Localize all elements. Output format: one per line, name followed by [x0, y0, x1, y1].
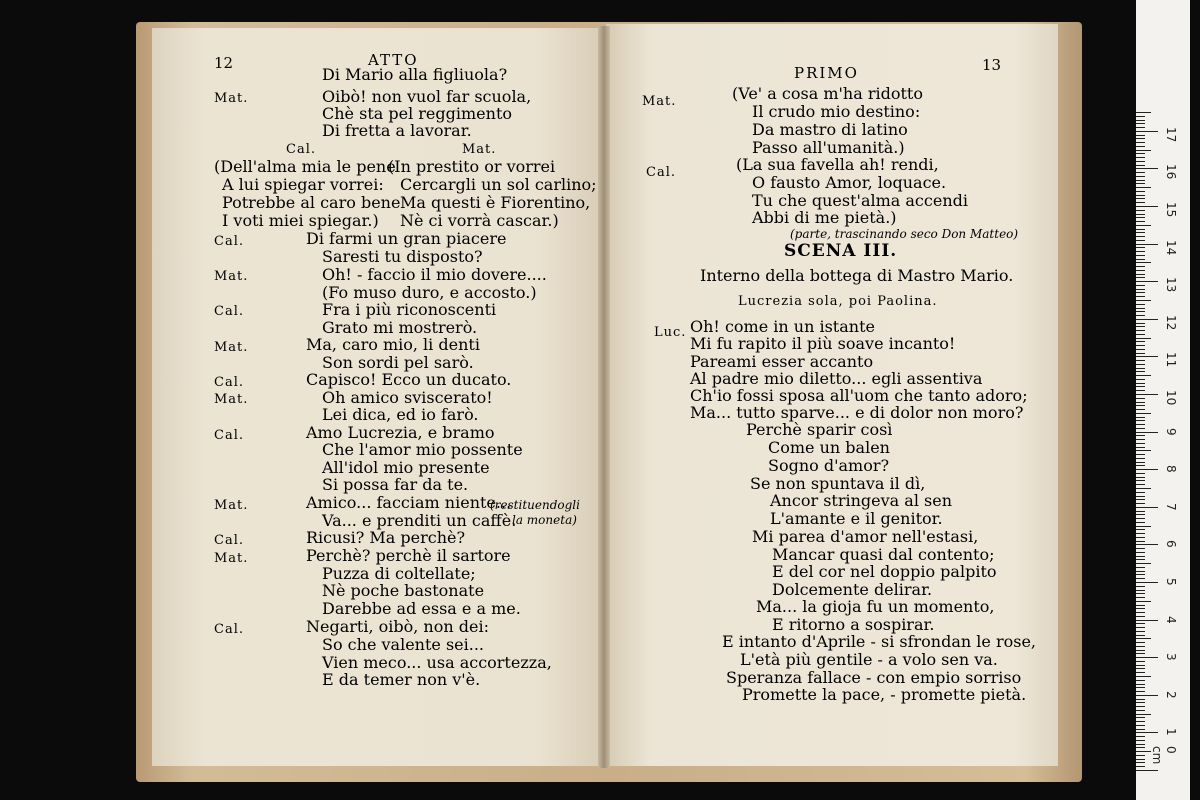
ruler-label: 12 — [1164, 314, 1178, 331]
ruler-tick — [1136, 172, 1145, 173]
speaker-name: Mat. — [214, 340, 249, 355]
ruler-tick — [1136, 150, 1151, 151]
ruler-tick — [1136, 138, 1145, 139]
ruler-tick — [1136, 635, 1145, 636]
ruler-label: 16 — [1164, 164, 1178, 180]
ruler-tick — [1136, 353, 1145, 354]
ruler-label: 8 — [1164, 465, 1178, 473]
left-page-number: 12 — [214, 54, 234, 72]
ruler-tick — [1136, 593, 1145, 594]
ruler-tick — [1136, 319, 1158, 320]
speaker-name: Mat. — [214, 392, 249, 407]
ruler-tick — [1136, 454, 1145, 455]
verse-line: All'idol mio presente — [322, 458, 490, 477]
ruler-tick — [1136, 567, 1145, 568]
ruler-label: 7 — [1164, 502, 1178, 511]
verse-line: Pareami esser accanto — [690, 352, 874, 371]
speaker-name: Mat. — [214, 551, 249, 566]
ruler-tick — [1136, 146, 1145, 147]
verse-line: Oh! - faccio il mio dovere.... — [322, 265, 547, 284]
ruler-tick — [1136, 375, 1151, 376]
verse-line: Di Mario alla figliuola? — [322, 65, 508, 84]
ruler-tick — [1136, 330, 1145, 331]
ruler-tick — [1136, 198, 1145, 199]
ruler-tick — [1136, 650, 1145, 651]
ruler-tick — [1136, 691, 1145, 692]
ruler-tick — [1136, 507, 1158, 508]
ruler-tick — [1136, 432, 1158, 433]
ruler-tick — [1136, 383, 1145, 384]
ruler-tick — [1136, 345, 1145, 346]
verse-line: Ch'io fossi sposa all'uom che tanto adoro; — [690, 386, 1028, 405]
ruler-label: 13 — [1164, 277, 1178, 293]
ruler-tick — [1136, 552, 1145, 553]
ruler-tick — [1136, 232, 1145, 233]
verse-line: Amo Lucrezia, e bramo — [306, 423, 495, 442]
ruler-tick — [1136, 274, 1145, 275]
speaker-name: Mat. — [214, 269, 249, 284]
ruler-tick — [1136, 458, 1145, 459]
speaker-name: Mat. — [642, 94, 677, 109]
ruler-tick — [1136, 747, 1145, 748]
ruler-label: 17 — [1164, 126, 1178, 143]
ruler-tick — [1136, 398, 1145, 399]
ruler-tick — [1136, 262, 1151, 263]
ruler-tick — [1136, 180, 1145, 181]
ruler-tick — [1136, 386, 1145, 387]
ruler-tick — [1136, 244, 1158, 245]
ruler-tick — [1136, 135, 1145, 136]
ruler-label: 14 — [1164, 239, 1178, 255]
ruler-label: 6 — [1164, 540, 1178, 549]
ruler-tick — [1136, 356, 1158, 357]
ruler-tick — [1136, 687, 1145, 688]
ruler-tick — [1136, 206, 1158, 207]
ruler-tick — [1136, 732, 1158, 733]
verse-line: Mi fu rapito il più soave incanto! — [690, 334, 956, 353]
ruler-tick — [1136, 360, 1145, 361]
ruler-label: 2 — [1164, 690, 1178, 699]
verse-line: Ma, caro mio, li denti — [306, 335, 480, 354]
ruler-tick — [1136, 405, 1145, 406]
ruler-tick — [1136, 706, 1145, 707]
ruler-tick — [1136, 289, 1145, 290]
ruler-tick — [1136, 721, 1145, 722]
ruler-tick — [1136, 744, 1145, 745]
ruler-tick — [1136, 424, 1145, 425]
verse-line: Lei dica, ed io farò. — [322, 405, 479, 424]
ruler-label: 1 — [1164, 728, 1178, 737]
ruler-tick — [1136, 183, 1145, 184]
ruler-tick — [1136, 751, 1151, 752]
ruler-tick — [1136, 601, 1151, 602]
ruler-tick — [1136, 684, 1145, 685]
stage-direction: la moneta) — [512, 513, 577, 527]
verse-line: Promette la pace, - promette pietà. — [742, 685, 1027, 704]
ruler-tick — [1136, 499, 1145, 500]
ruler-tick — [1136, 112, 1151, 113]
ruler-tick — [1136, 605, 1145, 606]
ruler-tick — [1136, 544, 1158, 545]
verse-line: Tu che quest'alma accendi — [752, 191, 968, 210]
ruler-label: 15 — [1164, 202, 1178, 218]
left-running-head: ATTO — [368, 51, 419, 69]
verse-line: Ma... la gioja fu un momento, — [756, 597, 995, 616]
verse-line: Saresti tu disposto? — [322, 247, 483, 266]
ruler-tick — [1136, 518, 1145, 519]
ruler-tick — [1136, 586, 1145, 587]
ruler-tick — [1136, 292, 1145, 293]
ruler-tick — [1136, 627, 1145, 628]
verse-line: Puzza di coltellate; — [322, 564, 476, 583]
ruler-tick — [1136, 214, 1145, 215]
ruler-tick — [1136, 695, 1158, 696]
verse-line: L'età più gentile - a volo sen va. — [740, 650, 998, 669]
ruler-tick — [1136, 676, 1151, 677]
ruler-tick — [1136, 251, 1145, 252]
ruler-tick — [1136, 729, 1145, 730]
ruler-tick — [1136, 296, 1145, 297]
ruler-tick — [1136, 225, 1151, 226]
right-running-head: PRIMO — [794, 64, 859, 82]
ruler-tick — [1136, 511, 1145, 512]
verse-line: Nè poche bastonate — [322, 581, 485, 600]
ruler-tick — [1136, 623, 1145, 624]
ruler-tick — [1136, 221, 1145, 222]
ruler-tick — [1136, 131, 1158, 132]
verse-line: Va... e prenditi un caffè. — [322, 511, 517, 530]
verse-line: Son sordi pel sarò. — [322, 353, 474, 372]
ruler-tick — [1136, 236, 1145, 237]
ruler-tick — [1136, 503, 1145, 504]
verse-line: Capisco! Ecco un ducato. — [306, 370, 512, 389]
ruler-tick — [1136, 217, 1145, 218]
speaker-name: Cal. — [214, 375, 244, 390]
ruler-tick — [1136, 522, 1145, 523]
ruler-tick — [1136, 653, 1145, 654]
ruler-tick — [1136, 120, 1145, 121]
ruler-tick — [1136, 240, 1145, 241]
ruler-tick — [1136, 465, 1145, 466]
ruler-tick — [1136, 450, 1151, 451]
verse-line: Al padre mio diletto... egli assentiva — [690, 369, 983, 388]
ruler-tick — [1136, 270, 1145, 271]
verse-line: Ma... tutto sparve... e di dolor non moro? — [690, 403, 1024, 422]
speaker-name: Cal. — [214, 304, 244, 319]
ruler-tick — [1136, 168, 1158, 169]
verse-line: I voti miei spiegar.) — [222, 211, 379, 230]
ruler-tick — [1136, 195, 1145, 196]
verse-line: Speranza fallace - con empio sorriso — [726, 668, 1022, 687]
ruler-tick — [1136, 668, 1145, 669]
ruler-tick — [1136, 477, 1145, 478]
ruler-tick — [1136, 210, 1145, 211]
speaker-name: Cal. — [214, 234, 244, 249]
ruler-tick — [1136, 300, 1151, 301]
ruler-tick — [1136, 338, 1151, 339]
ruler-tick — [1136, 766, 1145, 767]
ruler-tick — [1136, 161, 1145, 162]
ruler-tick — [1136, 142, 1145, 143]
ruler-tick — [1136, 116, 1145, 117]
verse-line: Che l'amor mio possente — [322, 440, 523, 459]
speaker-name: Mat. — [214, 91, 249, 106]
ruler-tick — [1136, 420, 1145, 421]
verse-line: Perchè? perchè il sartore — [306, 546, 511, 565]
ruler-tick — [1136, 285, 1145, 286]
ruler-tick — [1136, 526, 1151, 527]
ruler-label: 9 — [1164, 427, 1178, 436]
ruler-tick — [1136, 620, 1158, 621]
ruler-tick — [1136, 428, 1145, 429]
verse-line: Come un balen — [768, 438, 890, 457]
ruler-tick — [1136, 247, 1145, 248]
ruler-tick — [1136, 165, 1145, 166]
ruler-tick — [1136, 277, 1145, 278]
ruler-tick — [1136, 443, 1145, 444]
ruler-tick — [1136, 740, 1145, 741]
ruler-tick — [1136, 255, 1145, 256]
verse-line: Oh! come in un istante — [690, 317, 875, 336]
ruler-tick — [1136, 127, 1145, 128]
speaker-name: Cal. — [214, 533, 244, 548]
ruler-label: 10 — [1164, 390, 1178, 406]
verse-line: Negarti, oibò, non dei: — [306, 617, 489, 636]
ruler-tick — [1136, 409, 1145, 410]
right-page-number: 13 — [982, 56, 1002, 74]
ruler-tick — [1136, 762, 1145, 763]
ruler-tick — [1136, 680, 1145, 681]
ruler-tick — [1136, 153, 1145, 154]
ruler-tick — [1136, 266, 1145, 267]
speaker-name: Mat. — [214, 498, 249, 513]
ruler-tick — [1136, 571, 1145, 572]
ruler-tick — [1136, 574, 1145, 575]
ruler-tick — [1136, 176, 1145, 177]
verse-line: (Ve' a cosa m'ha ridotto — [732, 84, 923, 103]
verse-line: Ma questi è Fiorentino, — [400, 193, 591, 212]
ruler-tick — [1136, 371, 1145, 372]
verse-line: Ricusi? Ma perchè? — [306, 528, 466, 547]
ruler-tick — [1136, 315, 1145, 316]
ruler-tick — [1136, 770, 1158, 771]
ruler-tick — [1136, 259, 1145, 260]
ruler-tick — [1136, 157, 1145, 158]
verse-line: (La sua favella ah! rendi, — [736, 155, 939, 174]
stage-direction: (restituendogli — [490, 498, 580, 512]
ruler-tick — [1136, 488, 1151, 489]
ruler-tick — [1136, 390, 1145, 391]
ruler-label: 5 — [1164, 578, 1178, 586]
verse-line: E intanto d'Aprile - si sfrondan le rose, — [722, 632, 1036, 651]
ruler-tick — [1136, 202, 1145, 203]
ruler-tick — [1136, 657, 1158, 658]
ruler-tick — [1136, 191, 1145, 192]
ruler-tick — [1136, 578, 1145, 579]
speaker-name: Lucrezia sola, poi Paolina. — [738, 294, 938, 309]
ruler-tick — [1136, 514, 1145, 515]
ruler-tick — [1136, 364, 1145, 365]
ruler-tick — [1136, 559, 1145, 560]
ruler-tick — [1136, 341, 1145, 342]
ruler-tick — [1136, 435, 1145, 436]
verse-line: Nè ci vorrà cascar.) — [400, 211, 559, 230]
verse-line: Abbi di me pietà.) — [752, 208, 897, 227]
verse-line: Oh amico sviscerato! — [322, 388, 493, 407]
ruler-tick — [1136, 710, 1145, 711]
verse-line: (Fo muso duro, e accosto.) — [322, 283, 537, 302]
verse-line: Potrebbe al caro bene — [222, 193, 401, 212]
ruler-tick — [1136, 646, 1145, 647]
verse-line: So che valente sei... — [322, 635, 485, 654]
ruler-tick — [1136, 304, 1145, 305]
ruler-tick — [1136, 661, 1145, 662]
speaker-name: Luc. — [654, 325, 687, 340]
ruler-tick — [1136, 714, 1151, 715]
ruler-tick — [1136, 537, 1145, 538]
ruler-tick — [1136, 759, 1145, 760]
verse-line: Dolcemente delirar. — [772, 580, 933, 599]
verse-line: Di fretta a lavorar. — [322, 121, 472, 140]
verse-line: Chè sta pel reggimento — [322, 104, 513, 123]
ruler-tick — [1136, 642, 1145, 643]
speaker-name: Mat. — [462, 142, 497, 157]
speaker-name: Cal. — [214, 428, 244, 443]
ruler-tick — [1136, 469, 1158, 470]
ruler-tick — [1136, 699, 1145, 700]
scene-heading: SCENA III. — [784, 241, 898, 261]
ruler-tick — [1136, 548, 1145, 549]
ruler-tick — [1136, 556, 1145, 557]
ruler-tick — [1136, 597, 1145, 598]
ruler-label: 4 — [1164, 615, 1178, 624]
ruler-tick — [1136, 323, 1145, 324]
ruler-tick — [1136, 417, 1145, 418]
measuring-ruler — [1136, 0, 1190, 800]
ruler-tick — [1136, 631, 1145, 632]
speaker-name: Cal. — [646, 165, 676, 180]
verse-line: Oibò! non vuol far scuola, — [322, 87, 532, 106]
ruler-tick — [1136, 563, 1151, 564]
ruler-tick — [1136, 447, 1145, 448]
verse-line: Vien meco... usa accortezza, — [322, 653, 552, 672]
ruler-tick — [1136, 394, 1158, 395]
ruler-tick — [1136, 582, 1158, 583]
ruler-tick — [1136, 492, 1145, 493]
ruler-tick — [1136, 638, 1151, 639]
ruler-label: 3 — [1164, 653, 1178, 661]
ruler-tick — [1136, 402, 1145, 403]
verse-line: (In prestito or vorrei — [388, 157, 556, 176]
ruler-tick — [1136, 326, 1145, 327]
verse-line: Amico... facciam niente... — [306, 493, 512, 512]
ruler-tick — [1136, 349, 1145, 350]
ruler-tick — [1136, 334, 1145, 335]
verse-line: Ancor stringeva al sen — [770, 491, 952, 510]
verse-line: E del cor nel doppio palpito — [772, 562, 997, 581]
stage-direction: (parte, trascinando seco Don Matteo) — [790, 227, 1019, 241]
verse-line: Si possa far da te. — [322, 475, 469, 494]
ruler-tick — [1136, 541, 1145, 542]
ruler-tick — [1136, 608, 1145, 609]
ruler-tick — [1136, 665, 1145, 666]
verse-line: Fra i più riconoscenti — [322, 300, 497, 319]
ruler-tick — [1136, 616, 1145, 617]
ruler-tick — [1136, 717, 1145, 718]
ruler-tick — [1136, 229, 1145, 230]
verse-line: Mancar quasi dal contento; — [772, 545, 995, 564]
verse-line: L'amante e il genitor. — [770, 509, 943, 528]
verse-line: Se non spuntava il dì, — [750, 474, 926, 493]
verse-line: Perchè sparir così — [746, 420, 893, 439]
ruler-tick — [1136, 187, 1151, 188]
ruler-tick — [1136, 736, 1145, 737]
verse-line: A lui spiegar vorrei: — [222, 175, 384, 194]
ruler-tick — [1136, 473, 1145, 474]
ruler-label: 11 — [1164, 352, 1178, 368]
verse-line: O fausto Amor, loquace. — [752, 173, 947, 192]
verse-line: Sogno d'amor? — [768, 456, 890, 475]
verse-line: E da temer non v'è. — [322, 670, 481, 689]
ruler-label: 0 cm — [1150, 746, 1178, 765]
book-gutter — [598, 26, 610, 768]
ruler-tick — [1136, 725, 1145, 726]
ruler-tick — [1136, 755, 1145, 756]
ruler-tick — [1136, 368, 1145, 369]
ruler-tick — [1136, 311, 1145, 312]
verse-line: Di farmi un gran piacere — [306, 229, 507, 248]
ruler-tick — [1136, 308, 1145, 309]
speaker-name: Cal. — [214, 622, 244, 637]
ruler-tick — [1136, 123, 1145, 124]
verse-line: Cercargli un sol carlino; — [400, 175, 597, 194]
verse-line: Il crudo mio destino: — [752, 102, 921, 121]
verse-line: E ritorno a sospirar. — [772, 615, 935, 634]
verse-line: Mi parea d'amor nell'estasi, — [752, 527, 979, 546]
ruler-tick — [1136, 281, 1158, 282]
ruler-tick — [1136, 590, 1145, 591]
ruler-tick — [1136, 379, 1145, 380]
verse-line: (Dell'alma mia le pene — [214, 157, 396, 176]
verse-line: Darebbe ad essa e a me. — [322, 599, 521, 618]
ruler-tick — [1136, 462, 1145, 463]
ruler-tick — [1136, 484, 1145, 485]
ruler-tick — [1136, 702, 1145, 703]
ruler-tick — [1136, 413, 1151, 414]
ruler-tick — [1136, 529, 1145, 530]
ruler-tick — [1136, 496, 1145, 497]
ruler-tick — [1136, 533, 1145, 534]
speaker-name: Cal. — [286, 142, 316, 157]
ruler-tick — [1136, 612, 1145, 613]
ruler-tick — [1136, 480, 1145, 481]
ruler-tick — [1136, 439, 1145, 440]
verse-line: Passo all'umanità.) — [752, 138, 905, 157]
verse-line: Grato mi mostrerò. — [322, 318, 478, 337]
verse-line: Da mastro di latino — [752, 120, 908, 139]
verse-line: Interno della bottega di Mastro Mario. — [700, 266, 1014, 285]
ruler-tick — [1136, 672, 1145, 673]
